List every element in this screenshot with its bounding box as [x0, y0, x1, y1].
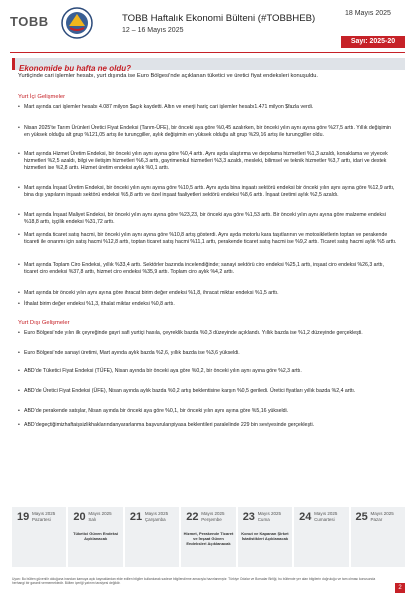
list-item: • Euro Bölgesi’nde sanayi üretimi, Mart ayında aylık bazda %2,6, yıllık bazda ise %3,6 yükseldi.	[18, 350, 398, 357]
day-weekday: Pazartesi	[32, 517, 51, 522]
day-weekday: Salı	[88, 517, 97, 522]
day-weekday: Cuma	[257, 517, 270, 522]
list-item: • ABD’de perakende satışlar, Nisan ayında bir önceki aya göre %0,1, bir önceki yılın aynı ayına göre %5,16 yükseldi.	[18, 408, 398, 415]
day-month: Mayıs 2025	[144, 511, 169, 516]
day-weekday: Pazar	[370, 517, 383, 522]
day-number: 24	[299, 511, 312, 523]
day-event: Tüketici Güven Endeksi Açıklanacak	[73, 531, 119, 541]
header	[0, 0, 415, 60]
calendar-day	[12, 507, 66, 567]
list-item: • ABD’de Üretici Fiyat Endeksi (ÜFE), Nisan ayında aylık bazda %0,2 artış beklentisine karşın %0,5 geriledi. Üretici fiyatları yıllık bazda %2,4 arttı.	[18, 388, 398, 395]
day-month: Mayıs 2025	[257, 511, 281, 516]
day-event: Hizmet, Perakende Ticaret ve İnşaat Güven Endeksleri Açıklanacak	[183, 531, 234, 546]
day-weekday: Çarşamba	[144, 517, 166, 522]
list-item: • Euro Bölgesi’nde yılın ilk çeyreğinde gayri safi yurtiçi hasıla, çeyreklik bazda %0,3 düzeyinde açıklandı. Yıllık bazda ise %1,2 düzeyinde gerçekleşti.	[18, 330, 398, 337]
section-title-text: Ekonomide bu hafta ne oldu?	[19, 64, 131, 73]
day-month: Mayıs 2025	[314, 511, 338, 516]
list-item: • Mart ayında ticaret satış hacmi, bir önceki yılın aynı ayına göre %10,8 artış gösterdi. Aynı ayda motorlu kara taşıtlarının ve motosikletlerin toptan ve perakende ticareti ile onarımı için satış hacmi %12,8 arttı, toptan ticaret satış hacmi %11,1 arttı, perakende ticaret satış hacmi ise %9,2 arttı. Ticaret satış hacmi aylık %5 arttı.	[18, 232, 398, 246]
bulletin-week: 12 – 16 Mayıs 2025	[122, 27, 184, 34]
day-month: Mayıs 2025	[88, 511, 112, 516]
foreign-heading: Yurt Dışı Gelişmeler	[18, 320, 70, 326]
day-weekday: Perşembe	[201, 517, 222, 522]
day-weekday: Cumartesi	[314, 517, 335, 522]
tobb-logo: TOBB	[10, 14, 49, 29]
calendar-day	[68, 507, 122, 567]
calendar-day	[294, 507, 348, 567]
day-number: 25	[355, 511, 368, 523]
list-item: • İthalat birim değer endeksi %1,3, ithalat miktar endeksi %0,8 arttı.	[18, 301, 398, 308]
bulletin-title: TOBB Haftalık Ekonomi Bülteni (#TOBBHEB)	[122, 13, 316, 24]
list-item: • Nisan 2025’te Tarım Ürünleri Üretici Fiyat Endeksi (Tarım-ÜFE), bir önceki aya göre %0,45 azalırken, bir önceki yılın aynı ayına göre %27,5 arttı. Yıllık değişimin en yüksek olduğu alt grup %121,05 artış ile turunçgiller, aylık değişimin en yüksek olduğu alt grup %29,16 artış ile turunçgiller oldu.	[18, 125, 398, 139]
day-number: 20	[73, 511, 86, 523]
calendar-day	[181, 507, 235, 567]
page-number: 2	[395, 583, 405, 593]
intro-text: Yurtiçinde cari işlemler hesabı, yurt dışında ise Euro Bölgesi’nde açıklanan tüketici ve üretici fiyat endeksleri konuşuldu.	[18, 73, 319, 79]
day-number: 19	[17, 511, 30, 523]
domestic-heading: Yurt İçi Gelişmeler	[18, 94, 66, 100]
list-item: • Mart ayında Toplam Ciro Endeksi, yıllık %33,4 arttı. Sektörler bazında incelendiğinde; sanayi sektörü ciro endeksi %25,1 arttı, inşaat ciro endeksi %26,3 arttı, ticaret ciro endeksi %37,8 arttı, hizmet ciro endeksi %35,9 arttı. Toplam ciro aylık %4,2 arttı.	[18, 262, 398, 276]
issue-badge: Sayı: 2025-20	[341, 36, 405, 48]
day-month: Mayıs 2025	[32, 511, 56, 516]
section-title	[12, 58, 405, 73]
day-event: Konut ve Kapanan Şirket İstatistikleri Açıklanacak	[241, 531, 289, 541]
seal-icon	[60, 6, 94, 40]
day-number: 21	[129, 511, 143, 523]
list-item: • Mart ayında İnşaat Maliyet Endeksi, bir önceki yılın aynı ayına göre %23,23, bir önceki aya göre %1,53 arttı. Bir önceki yılın aynı ayına göre malzeme endeksi %18,8 arttı, işçilik endeksi %31,72 arttı.	[18, 212, 398, 226]
calendar-day	[125, 507, 179, 567]
list-item: • Mart ayında İnşaat Üretim Endeksi, bir önceki yılın aynı ayına göre %10,5 arttı. Aynı ayda bina inşaatı sektörü endeksi bir önceki yılın aynı ayına göre %12,9 arttı, bina dışı yapıların inşaatı sektörü endeksi %5,8 arttı ve özel inşaat faaliyetleri sektörü endeksi %8,6 arttı. İnşaat üretimi aylık %2,5 azaldı.	[18, 185, 398, 199]
disclaimer: Uyarı: Bu bülten güvenilir olduğuna inanılan kamuya açık kaynaklardan elde edilen bilgiler kullanılarak sadece bilgilendirme amacıyla hazırlanmıştır. Türkiye Odalar ve Borsalar Birliği, bu bültende yer alan bilgilerin doğruluğu ve tam olması konusunda herhangi bir garanti vermemektedir. Bülten içeriği yatırım tavsiyesi değildir.	[12, 577, 376, 585]
day-month: Mayıs 2025	[370, 511, 394, 516]
day-month: Mayıs 2025	[201, 511, 225, 516]
list-item: • Mart ayında bir önceki yılın aynı ayına göre ihracat birim değer endeksi %1,8, ihracat miktar endeksi %1,5 arttı.	[18, 290, 398, 297]
bulletin-date: 18 Mayıs 2025	[345, 10, 391, 17]
list-item: • ABD’de Tüketici Fiyat Endeksi (TÜFE), Nisan ayında bir önceki aya göre %0,2, bir önceki yılın aynı ayına göre %2,3 arttı.	[18, 368, 398, 375]
header-divider	[10, 52, 405, 53]
list-item: • ABD’degeçtiğimizhaftaişsizlikhaklarındanyararlanma başvurularıpiyasa beklentileri paralelinde 229 bin seviyesinde gerçekleşti.	[18, 422, 398, 429]
day-number: 23	[242, 511, 255, 523]
list-item: • Mart ayında cari işlemler hesabı 4.087 milyon $açık kaydetti. Altın ve enerji hariç cari işlemler hesabı1.471 milyon $fazla verdi.	[18, 104, 398, 111]
list-item: • Mart ayında Hizmet Üretim Endeksi, bir önceki yılın aynı ayına göre %0,4 arttı. Aynı ayda ulaştırma ve depolama hizmetleri %1,3 azaldı, konaklama ve yiyecek hizmetleri %2,5 azaldı, bilgi ve iletişim hizmetleri %6,3 arttı, gayrimenkul hizmetleri %3,3 azaldı, mesleki, bilimsel ve teknik hizmetler %3,7 arttı, idari ve destek hizmetleri ise %2,8 arttı. Hizmet üretim endeksi aylık %0,1 arttı.	[18, 151, 398, 173]
day-number: 22	[186, 511, 199, 523]
calendar-day	[238, 507, 292, 567]
weekly-calendar	[12, 507, 405, 567]
calendar-day	[351, 507, 405, 567]
